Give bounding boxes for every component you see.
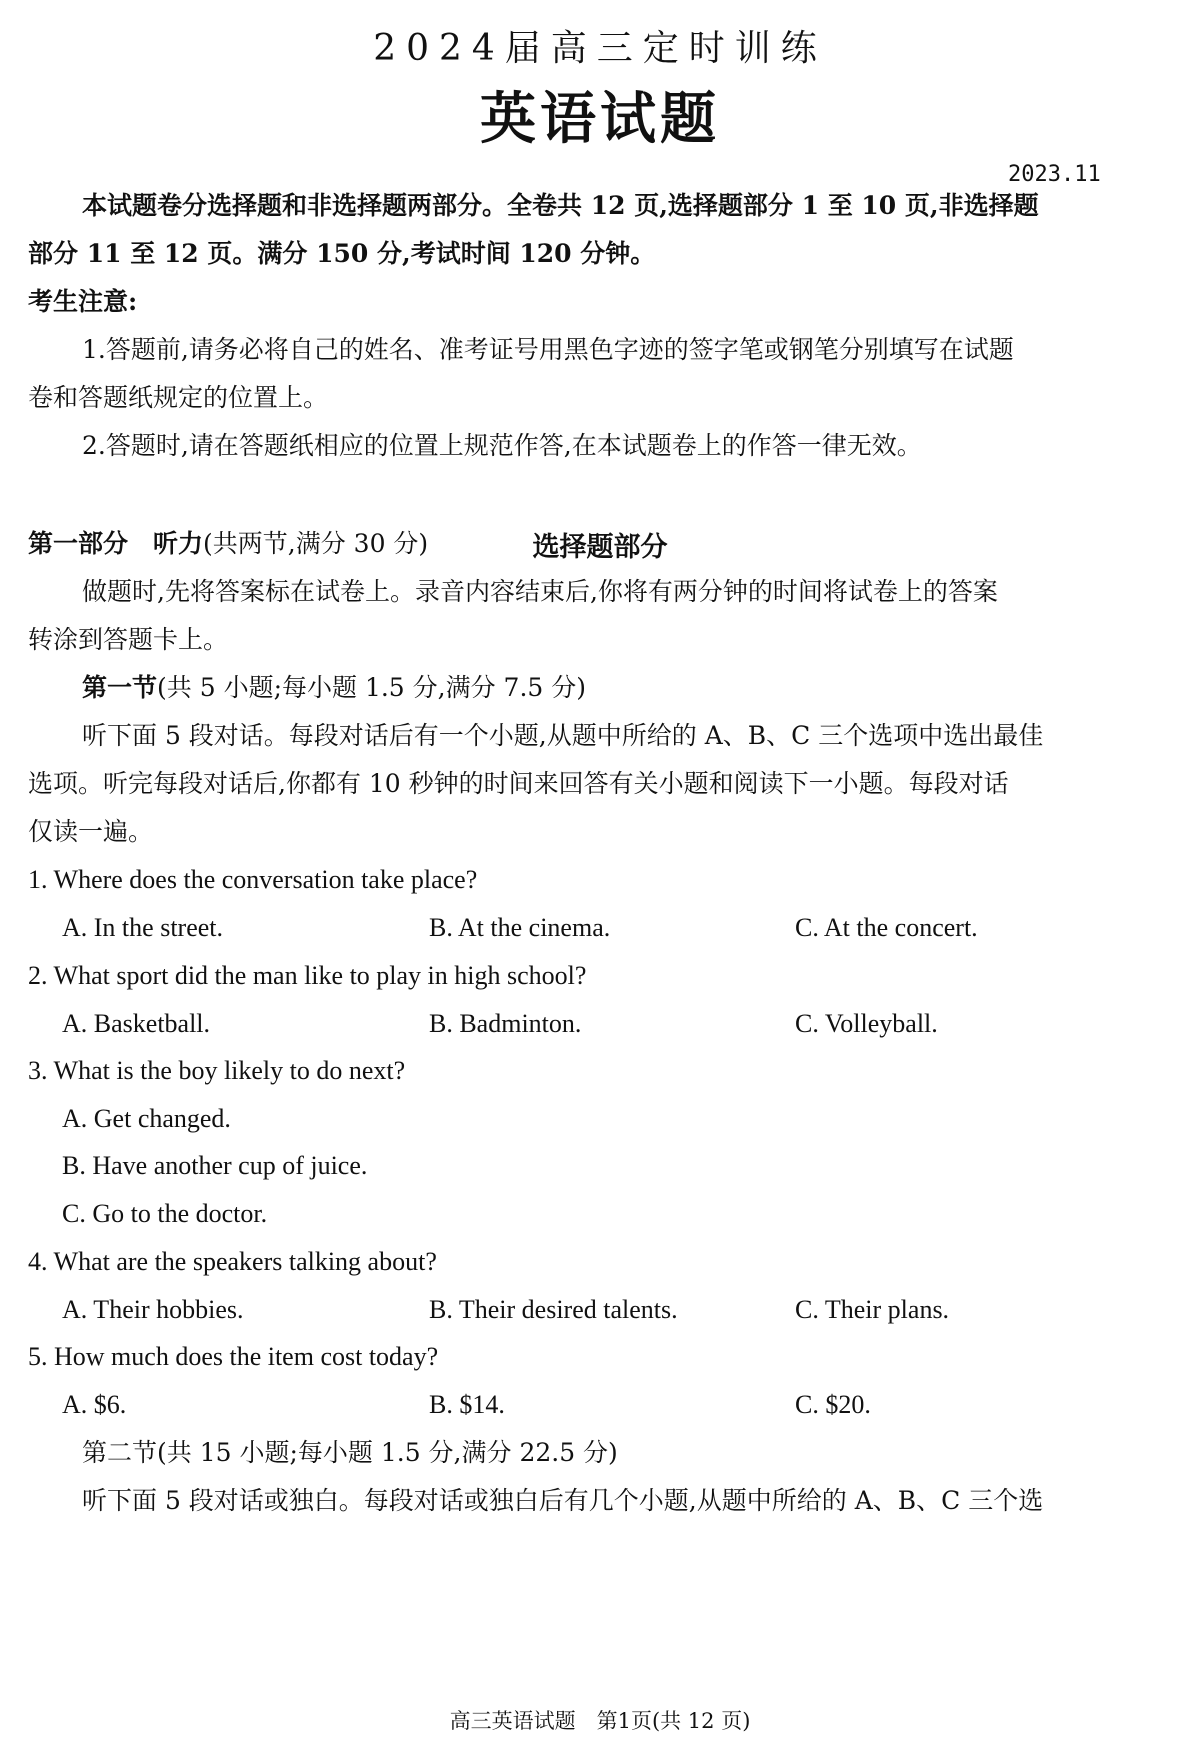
- question-2-option-c: C. Volleyball.: [795, 1009, 938, 1038]
- page-footer: 高三英语试题 第1页(共 12 页): [449, 1709, 751, 1733]
- notice-heading: 考生注意:: [28, 287, 138, 316]
- part1-detail: (共两节,满分 30 分): [203, 529, 429, 558]
- section1-heading: [82, 671, 586, 705]
- question-4-option-b: B. Their desired talents.: [429, 1295, 678, 1324]
- question-3-option-b: B. Have another cup of juice.: [62, 1151, 368, 1180]
- section2-detail: (共 15 小题;每小题 1.5 分,满分 22.5 分): [157, 1438, 618, 1467]
- section1-instruction-line-2: 选项。听完每段对话后,你都有 10 秒钟的时间来回答有关小题和阅读下一小题。每段对话: [28, 769, 1009, 798]
- intro-line-2: 部分 11 至 12 页。满分 150 分,考试时间 120 分钟。: [28, 239, 656, 268]
- notice-item-2: 2.答题时,请在答题纸相应的位置上规范作答,在本试题卷上的作答一律无效。: [82, 431, 922, 460]
- notice-item-1-line-1: 1.答题前,请务必将自己的姓名、准考证号用黑色字迹的签字笔或钢笔分别填写在试题: [82, 335, 1014, 364]
- exam-date: 2023.11: [1008, 162, 1101, 187]
- exam-title: 2024届高三定时训练: [373, 28, 827, 69]
- section1-instruction-line-3: 仅读一遍。: [28, 817, 154, 846]
- question-1-option-b: B. At the cinema.: [429, 913, 611, 942]
- question-2-option-b: B. Badminton.: [429, 1009, 582, 1038]
- section1-detail: (共 5 小题;每小题 1.5 分,满分 7.5 分): [157, 673, 586, 702]
- intro-line-1: 本试题卷分选择题和非选择题两部分。全卷共 12 页,选择题部分 1 至 10 页,非选择题: [82, 191, 1039, 220]
- part1-instruction-line-2: 转涂到答题卡上。: [28, 625, 229, 654]
- section1-instruction-line-1: 听下面 5 段对话。每段对话后有一个小题,从题中所给的 A、B、C 三个选项中选出最佳: [82, 721, 1044, 750]
- question-5-stem: 5. How much does the item cost today?: [28, 1342, 439, 1371]
- part1-instruction-line-1: 做题时,先将答案标在试卷上。录音内容结束后,你将有两分钟的时间将试卷上的答案: [82, 577, 998, 606]
- subject-title: 英语试题: [480, 86, 720, 152]
- part1-heading: [28, 527, 428, 561]
- question-4-stem: 4. What are the speakers talking about?: [28, 1247, 437, 1276]
- question-3-option-a: A. Get changed.: [62, 1104, 231, 1133]
- part1-label: 第一部分 听力: [28, 529, 204, 558]
- question-2-option-a: A. Basketball.: [62, 1009, 211, 1038]
- question-3-option-c: C. Go to the doctor.: [62, 1199, 268, 1228]
- question-5-option-b: B. $14.: [429, 1390, 505, 1419]
- question-4-option-c: C. Their plans.: [795, 1295, 950, 1324]
- section-title: 选择题部分: [532, 532, 668, 563]
- question-1-option-a: A. In the street.: [62, 913, 224, 942]
- question-1-option-c: C. At the concert.: [795, 913, 978, 942]
- question-5-option-a: A. $6.: [62, 1390, 127, 1419]
- notice-item-1-line-2: 卷和答题纸规定的位置上。: [28, 383, 329, 412]
- question-1-stem: 1. Where does the conversation take place?: [28, 865, 478, 894]
- section2-heading: [82, 1436, 618, 1470]
- section2-label: 第二节: [82, 1438, 158, 1467]
- section1-label: 第一节: [82, 673, 158, 702]
- question-5-option-c: C. $20.: [795, 1390, 871, 1419]
- question-3-stem: 3. What is the boy likely to do next?: [28, 1056, 406, 1085]
- section2-instruction-line-1: 听下面 5 段对话或独白。每段对话或独白后有几个小题,从题中所给的 A、B、C 三个选: [82, 1486, 1044, 1515]
- question-2-stem: 2. What sport did the man like to play in high school?: [28, 961, 587, 990]
- question-4-option-a: A. Their hobbies.: [62, 1295, 244, 1324]
